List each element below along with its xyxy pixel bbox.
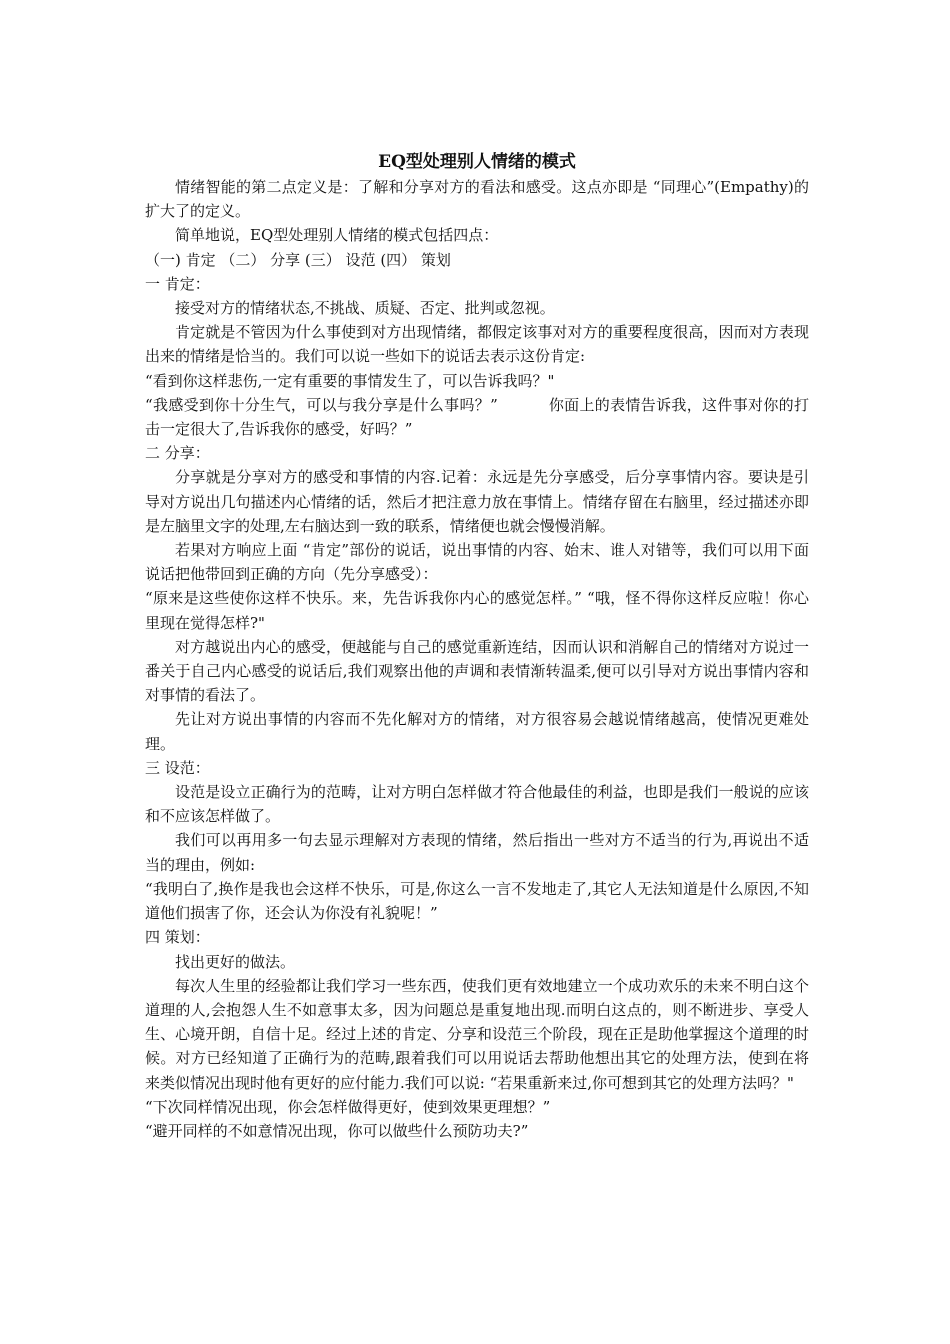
paragraph: 接受对方的情绪状态,不挑战、质疑、否定、批判或忽视。 [175, 299, 555, 318]
paragraph: 我们可以再用多一句去显示理解对方表现的情绪，然后指出一些对方不适当的行为,再说出不适当的理由，例如: [145, 831, 809, 874]
section-heading: 四 策划： [145, 928, 210, 947]
paragraph: 先让对方说出事情的内容而不先化解对方的情绪，对方很容易会越说情绪越高，使情况更难处理。 [145, 710, 809, 753]
document-title: EQ型处理别人情绪的模式 [378, 152, 576, 172]
document-page [145, 150, 809, 1143]
section-heading: 二 分享： [145, 444, 210, 463]
paragraph: 找出更好的做法。 [175, 952, 296, 971]
paragraph: 设范是设立正确行为的范畴，让对方明白怎样做才符合他最佳的利益，也即是我们一般说的应该和不应该怎样做了。 [145, 783, 809, 826]
paragraph: “避开同样的不如意情况出现，你可以做些什么预防功夫?” [145, 1121, 529, 1140]
paragraph: 若果对方响应上面 “肯定”部份的说话，说出事情的内容、始末、谁人对错等，我们可以用下面说话把他带回到正确的方向（先分享感受）： [145, 541, 809, 584]
paragraph: “下次同样情况出现，你会怎样做得更好，使到效果更理想？” [145, 1097, 551, 1116]
paragraph: 简单地说，EQ型处理别人情绪的模式包括四点： [175, 226, 499, 245]
document-body [145, 175, 809, 1143]
paragraph: 分享就是分享对方的感受和事情的内容.记着：永远是先分享感受，后分享事情内容。要诀是引导对方说出几句描述内心情绪的话，然后才把注意力放在事情上。情绪存留在右脑里，经过描述亦即是左脑里文字的处理,左右脑达到一致的联系，情绪便也就会慢慢消解。 [145, 468, 809, 535]
paragraph: “我明白了,换作是我也会这样不快乐，可是,你这么一言不发地走了,其它人无法知道是什么原因,不知道他们损害了你，还会认为你没有礼貌呢！” [145, 879, 809, 923]
paragraph: 肯定就是不管因为什么事使到对方出现情绪，都假定该事对对方的重要程度很高，因而对方表现出来的情绪是恰当的。我们可以说一些如下的说话去表示这份肯定: [145, 323, 809, 366]
section-heading: 一 肯定： [145, 274, 210, 293]
paragraph: 每次人生里的经验都让我们学习一些东西，使我们更有效地建立一个成功欢乐的未来不明白这个道理的人,会抱怨人生不如意事太多，因为问题总是重复地出现.而明白这点的，则不断进步、享受人生、心境开朗，自信十足。经过上述的肯定、分享和设范三个阶段，现在正是助他掌握这个道理的时候。对方已经知道了正确行为的范畴,跟着我们可以用说话去帮助他想出其它的处理方法，使到在将来类似情况出现时他有更好的应付能力.我们可以说: “若果重新来过,你可想到其它的处理方法吗？" [145, 976, 809, 1092]
paragraph: 对方越说出内心的感受，便越能与自己的感觉重新连结，因而认识和消解自己的情绪对方说过一番关于自己内心感受的说话后,我们观察出他的声调和表情渐转温柔,便可以引导对方说出事情内容和对事情的看法了。 [145, 637, 809, 705]
paragraph: （一) 肯定 （二） 分享 (三） 设范 (四） 策划 [145, 250, 451, 269]
paragraph: “看到你这样悲伤,一定有重要的事情发生了，可以告诉我吗？" [145, 371, 555, 390]
paragraph: “我感受到你十分生气，可以与我分享是什么事吗？” 你面上的表情告诉我，这件事对你的打击一定很大了,告诉我你的感受，好吗？” [145, 395, 809, 439]
paragraph: “原来是这些使你这样不快乐。来，先告诉我你内心的感觉怎样。” “哦，怪不得你这样反应啦！你心里现在觉得怎样?" [145, 589, 809, 632]
paragraph: 情绪智能的第二点定义是：了解和分享对方的看法和感受。这点亦即是 “同理心”(Empathy)的扩大了的定义。 [145, 178, 809, 221]
section-heading: 三 设范： [145, 758, 210, 777]
